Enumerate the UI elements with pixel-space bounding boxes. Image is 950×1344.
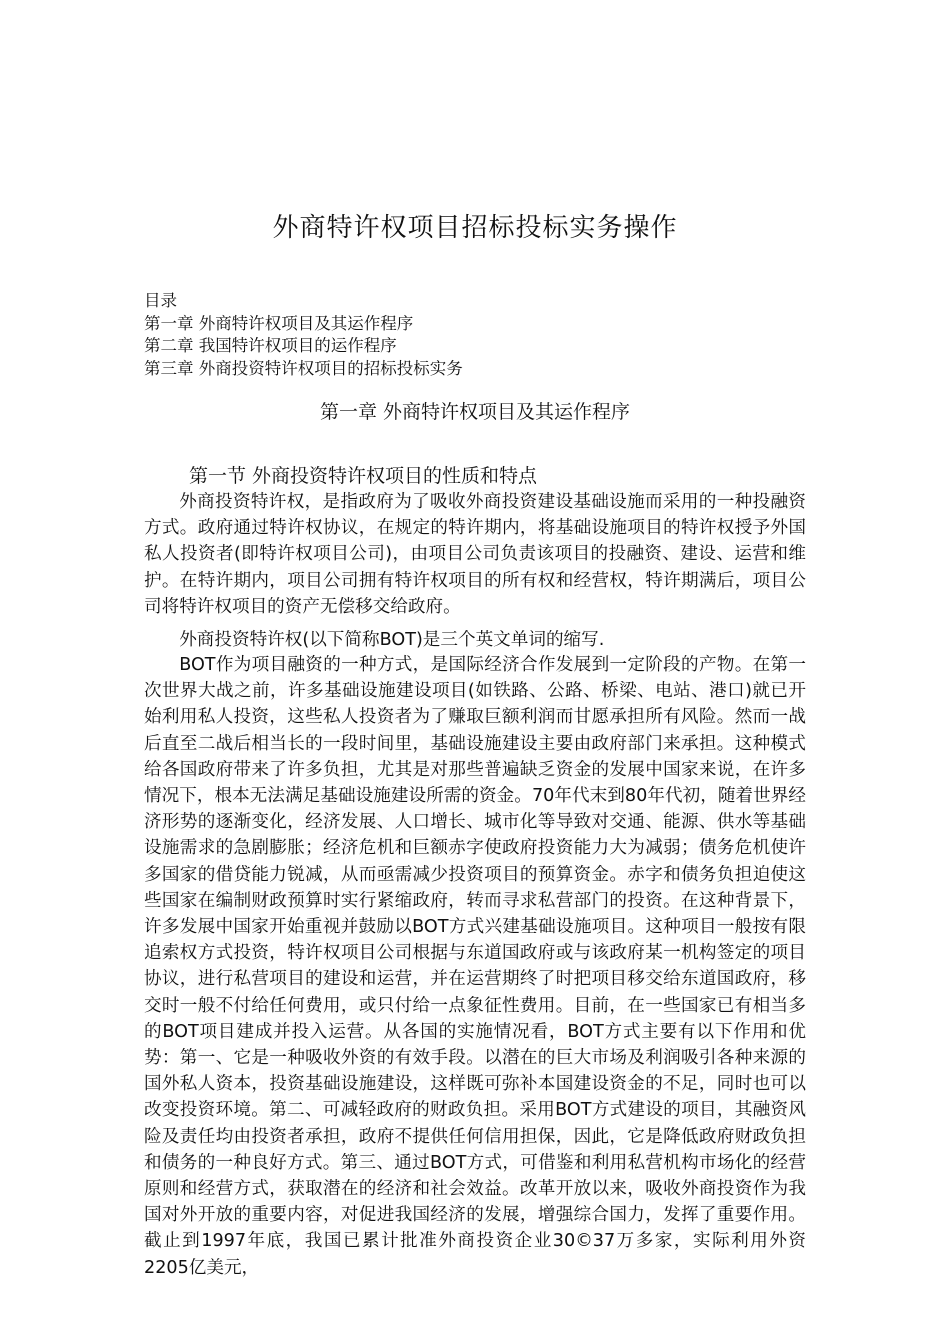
chapter-heading: 第一章 外商特许权项目及其运作程序 bbox=[319, 401, 631, 423]
toc-item-chapter-3[interactable]: 第三章 外商投资特许权项目的招标投标实务 bbox=[144, 358, 463, 378]
section-heading: 第一节 外商投资特许权项目的性质和特点 bbox=[189, 465, 538, 487]
toc-item-chapter-1[interactable]: 第一章 外商特许权项目及其运作程序 bbox=[144, 313, 414, 333]
body-paragraph: 外商投资特许权，是指政府为了吸收外商投资建设基础设施而采用的一种投融资方式。政府通过特许权协议，在规定的特许期内，将基础设施项目的特许权授予外国私人投资者(即特许权项目公司)，由项目公司负责该项目的投融资、建设、运营和维护。在特许期内，项目公司拥有特许权项目的所有权和经营权，特许期满后，项目公司将特许权项目的资产无偿移交给政府。 bbox=[144, 492, 806, 617]
toc-heading: 目录 bbox=[144, 291, 177, 310]
body-paragraph: BOT作为项目融资的一种方式，是国际经济合作发展到一定阶段的产物。在第一次世界大战之前，许多基础设施建设项目(如铁路、公路、桥梁、电站、港口)就已开始利用私人投资，这些私人投资者为了赚取巨额利润而甘愿承担所有风险。然而一战后直至二战后相当长的一段时间里，基础设施建设主要由政府部门来承担。这种模式给各国政府带来了许多负担，尤其是对那些普遍缺乏资金的发展中国家来说，在许多情况下，根本无法满足基础设施建设所需的资金。70年代末到80年代初，随着世界经济形势的逐渐变化，经济发展、人口增长、城市化等导致对交通、能源、供水等基础设施需求的急剧膨胀；经济危机和巨额赤字使政府投资能力大为减弱；债务危机使许多国家的借贷能力锐减，从而亟需减少投资项目的预算资金。赤字和债务负担迫使这些国家在编制财政预算时实行紧缩政府，转而寻求私营部门的投资。在这种背景下，许多发展中国家开始重视并鼓励以BOT方式兴建基础设施项目。这种项目一般按有限追索权方式投资，特许权项目公司根据与东道国政府或与该政府某一机构签定的项目协议，进行私营项目的建设和运营，并在运营期终了时把项目移交给东道国政府，移交时一般不付给任何费用，或只付给一点象征性费用。目前，在一些国家已有相当多的BOT项目建成并投入运营。从各国的实施情况看，BOT方式主要有以下作用和优势：第一、它是一种吸收外资的有效手段。以潜在的巨大市场及利润吸引各种来源的国外私人资本，投资基础设施建设，这样既可弥补本国建设资金的不足，同时也可以改变投资环境。第二、可减轻政府的财政负担。采用BOT方式建设的项目，其融资风险及责任均由投资者承担，政府不提供任何信用担保，因此，它是降低政府财政负担和债务的一种良好方式。第三、通过BOT方式，可借鉴和利用私营机构市场化的经营原则和经营方式，获取潜在的经济和社会效益。改革开放以来，吸收外商投资作为我国对外开放的重要内容，对促进我国经济的发展，增强综合国力，发挥了重要作用。截止到1997年底，我国已累计批准外商投资企业30©37万多家，实际利用外资2205亿美元， bbox=[144, 655, 806, 1278]
document-title: 外商特许权项目招标投标实务操作 bbox=[272, 213, 678, 243]
body-paragraph: 外商投资特许权(以下简称BOT)是三个英文单词的缩写. bbox=[179, 630, 605, 650]
toc-item-chapter-2[interactable]: 第二章 我国特许权项目的运作程序 bbox=[144, 336, 397, 355]
table-of-contents bbox=[144, 290, 804, 380]
